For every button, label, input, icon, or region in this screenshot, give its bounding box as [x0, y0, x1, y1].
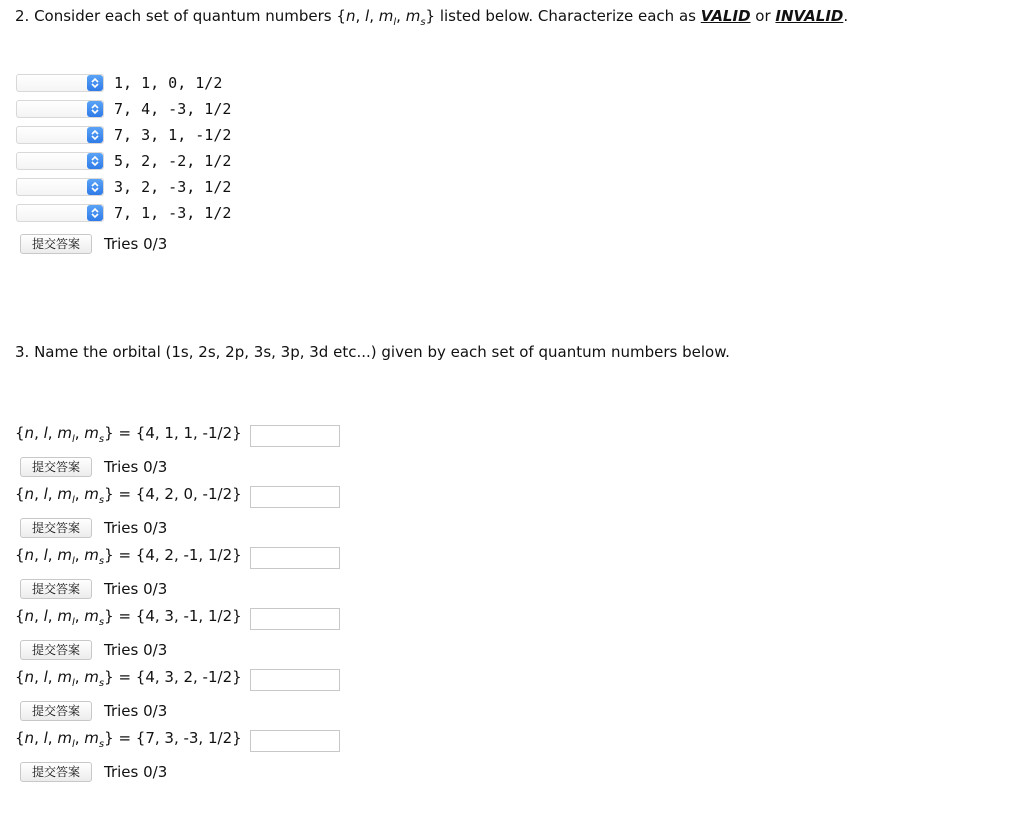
submit-answer-button[interactable]: 提交答案	[20, 457, 92, 477]
quantum-set-notation: {n, l, $m_l$, $m_s$}	[336, 7, 436, 28]
chevron-up-down-icon	[87, 75, 103, 91]
q2-item-6	[16, 202, 231, 224]
orbital-answer-input[interactable]	[250, 425, 340, 447]
question-2-prefix: 2. Consider each set of quantum numbers	[15, 7, 332, 25]
valid-invalid-select[interactable]	[16, 204, 104, 222]
submit-answer-button[interactable]: 提交答案	[20, 518, 92, 538]
q2-item-1	[16, 72, 222, 94]
submit-answer-button[interactable]: 提交答案	[20, 762, 92, 782]
chevron-up-down-icon	[87, 179, 103, 195]
q2-item-4	[16, 150, 231, 172]
quantum-set-label: {n, l, $m_l$, $m_s\} = \{4$, 2, -1, 1/2}	[15, 545, 242, 567]
valid-invalid-select[interactable]	[16, 126, 104, 144]
valid-invalid-select[interactable]	[16, 152, 104, 170]
orbital-answer-input[interactable]	[250, 608, 340, 630]
quantum-set-label: 5, 2, -2, 1/2	[114, 152, 232, 170]
chevron-up-down-icon	[87, 153, 103, 169]
quantum-set-label: {n, l, $m_l$, $m_s\} = \{7$, 3, -3, 1/2}	[15, 728, 242, 750]
q3-item-1	[15, 424, 340, 448]
submit-answer-button[interactable]: 提交答案	[20, 701, 92, 721]
q2-item-3	[16, 124, 231, 146]
q3-submit-row	[20, 700, 167, 722]
valid-invalid-select[interactable]	[16, 100, 104, 118]
q3-submit-row	[20, 761, 167, 783]
q3-submit-row	[20, 517, 167, 539]
q3-submit-row	[20, 639, 167, 661]
quantum-set-label: 3, 2, -3, 1/2	[114, 178, 232, 196]
quantum-set-label: {n, l, $m_l$, $m_s\} = \{4$, 3, -1, 1/2}	[15, 606, 242, 628]
question-3-prompt: 3. Name the orbital (1s, 2s, 2p, 3s, 3p, 3d etc...) given by each set of quantum numbers below.	[15, 343, 730, 361]
tries-counter: Tries 0/3	[104, 519, 168, 537]
q3-submit-row	[20, 456, 167, 478]
or-word: or	[750, 7, 776, 25]
submit-answer-button[interactable]: 提交答案	[20, 640, 92, 660]
question-2-middle: listed below. Characterize each as	[435, 7, 701, 25]
tries-counter: Tries 0/3	[104, 580, 168, 598]
orbital-answer-input[interactable]	[250, 730, 340, 752]
q3-submit-row	[20, 578, 167, 600]
valid-keyword: VALID	[700, 7, 751, 25]
invalid-keyword: INVALID	[775, 7, 844, 25]
orbital-answer-input[interactable]	[250, 547, 340, 569]
quantum-set-label: 7, 4, -3, 1/2	[114, 100, 232, 118]
orbital-answer-input[interactable]	[250, 669, 340, 691]
chevron-up-down-icon	[87, 127, 103, 143]
q3-item-2	[15, 485, 340, 509]
q2-item-2	[16, 98, 231, 120]
valid-invalid-select[interactable]	[16, 178, 104, 196]
orbital-answer-input[interactable]	[250, 486, 340, 508]
q2-item-5	[16, 176, 231, 198]
q3-item-3	[15, 546, 340, 570]
q3-item-6	[15, 729, 340, 753]
q2-submit-row	[20, 233, 167, 255]
submit-answer-button[interactable]: 提交答案	[20, 234, 92, 254]
chevron-up-down-icon	[87, 205, 103, 221]
quantum-set-label: 1, 1, 0, 1/2	[114, 74, 223, 92]
quantum-set-label: {n, l, $m_l$, $m_s\} = \{4$, 1, 1, -1/2}	[15, 423, 242, 445]
quantum-set-label: {n, l, $m_l$, $m_s\} = \{4$, 3, 2, -1/2}	[15, 667, 242, 689]
q3-item-5	[15, 668, 340, 692]
quantum-set-label: {n, l, $m_l$, $m_s\} = \{4$, 2, 0, -1/2}	[15, 484, 242, 506]
q3-item-4	[15, 607, 340, 631]
quantum-set-label: 7, 1, -3, 1/2	[114, 204, 232, 222]
chevron-up-down-icon	[87, 101, 103, 117]
tries-counter: Tries 0/3	[104, 641, 168, 659]
question-2-prompt: 2. Consider each set of quantum numbers {n, l, $m_l$, $m_s$} listed below. Characterize each as VALID or INVALID.	[15, 7, 849, 28]
tries-counter: Tries 0/3	[104, 763, 168, 781]
tries-counter: Tries 0/3	[104, 702, 168, 720]
tries-counter: Tries 0/3	[104, 235, 168, 253]
quantum-set-label: 7, 3, 1, -1/2	[114, 126, 232, 144]
valid-invalid-select[interactable]	[16, 74, 104, 92]
submit-answer-button[interactable]: 提交答案	[20, 579, 92, 599]
tries-counter: Tries 0/3	[104, 458, 168, 476]
